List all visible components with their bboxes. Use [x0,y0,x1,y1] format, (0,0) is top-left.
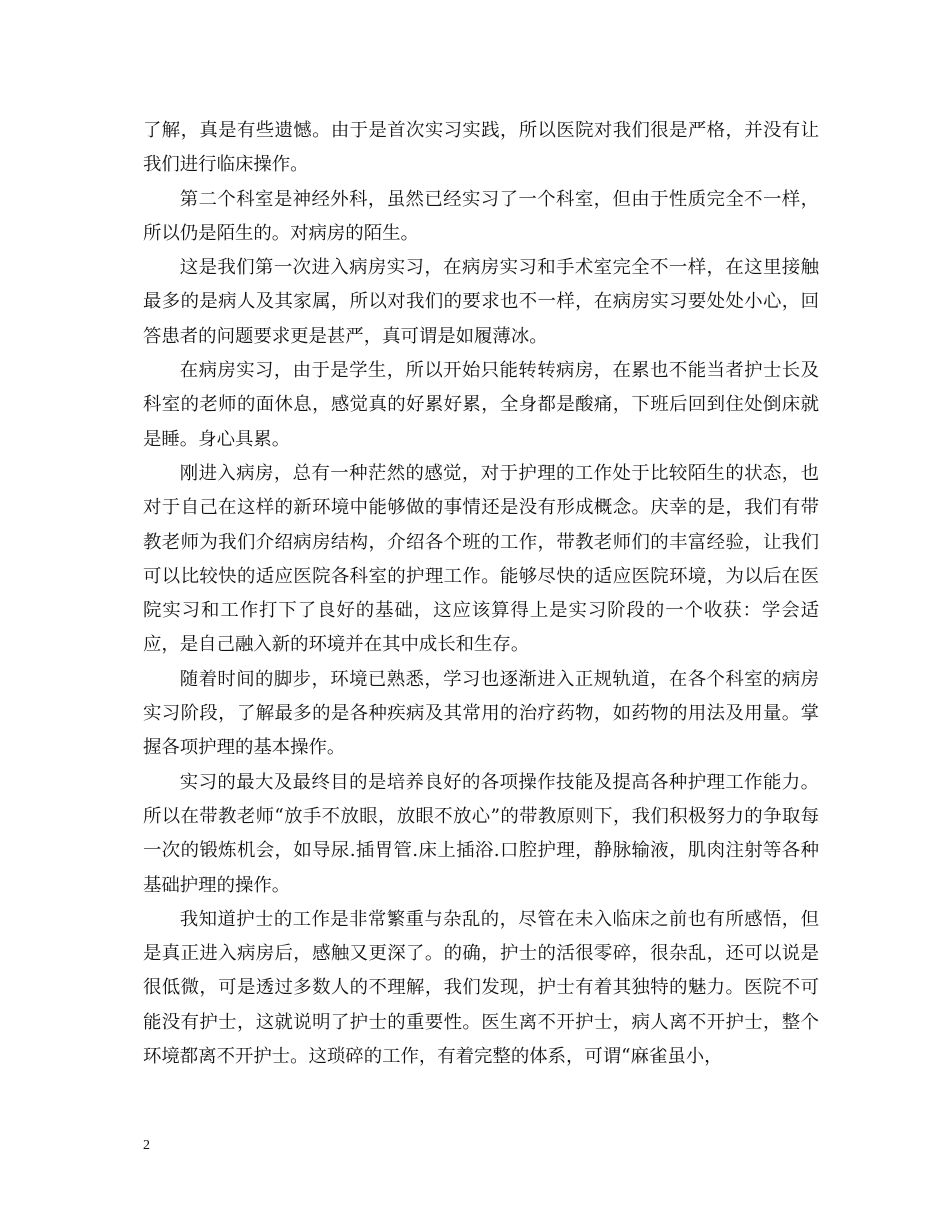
paragraph: 刚进入病房，总有一种茫然的感觉，对于护理的工作处于比较陌生的状态，也对于自己在这样的新环境中能够做的事情还是没有形成概念。庆幸的是，我们有带教老师为我们介绍病房结构，介绍各个班的工作，带教老师们的丰富经验，让我们可以比较快的适应医院各科室的护理工作。能够尽快的适应医院环境，为以后在医院实习和工作打下了良好的基础，这应该算得上是实习阶段的一个收获：学会适应，是自己融入新的环境并在其中成长和生存。 [143,462,819,656]
paragraph: 我知道护士的工作是非常繁重与杂乱的，尽管在未入临床之前也有所感悟，但是真正进入病房后，感触又更深了。的确，护士的活很零碎，很杂乱，还可以说是很低微，可是透过多数人的不理解，我们发现，护士有着其独特的魅力。医院不可能没有护士，这就说明了护士的重要性。医生离不开护士，病人离不开护士，整个环境都离不开护士。这琐碎的工作，有着完整的体系，可谓“麻雀虽小， [143,908,819,1068]
paragraph: 了解，真是有些遗憾。由于是首次实习实践，所以医院对我们很是严格，并没有让我们进行临床操作。 [143,120,819,176]
paragraph: 这是我们第一次进入病房实习，在病房实习和手术室完全不一样，在这里接触最多的是病人及其家属，所以对我们的要求也不一样，在病房实习要处处小心，回答患者的问题要求更是甚严，真可谓是如履薄冰。 [143,257,819,347]
paragraph: 在病房实习，由于是学生，所以开始只能转转病房，在累也不能当者护士长及科室的老师的面休息，感觉真的好累好累，全身都是酸痛，下班后回到住处倒床就是睡。身心具累。 [143,360,819,450]
paragraph: 随着时间的脚步，环境已熟悉，学习也逐渐进入正规轨道，在各个科室的病房实习阶段，了解最多的是各种疾病及其常用的治疗药物，如药物的用法及用量。掌握各项护理的基本操作。 [143,668,819,759]
document-body [143,114,819,1074]
paragraph: 第二个科室是神经外科，虽然已经实习了一个科室，但由于性质完全不一样，所以仍是陌生的。对病房的陌生。 [143,188,819,244]
paragraph: 实习的最大及最终目的是培养良好的各项操作技能及提高各种护理工作能力。所以在带教老师“放手不放眼，放眼不放心”的带教原则下，我们积极努力的争取每一次的锻炼机会，如导尿.插胃管.床上插浴.口腔护理，静脉输液，肌肉注射等各种基础护理的操作。 [143,771,819,896]
page-number: 2 [143,1138,150,1153]
